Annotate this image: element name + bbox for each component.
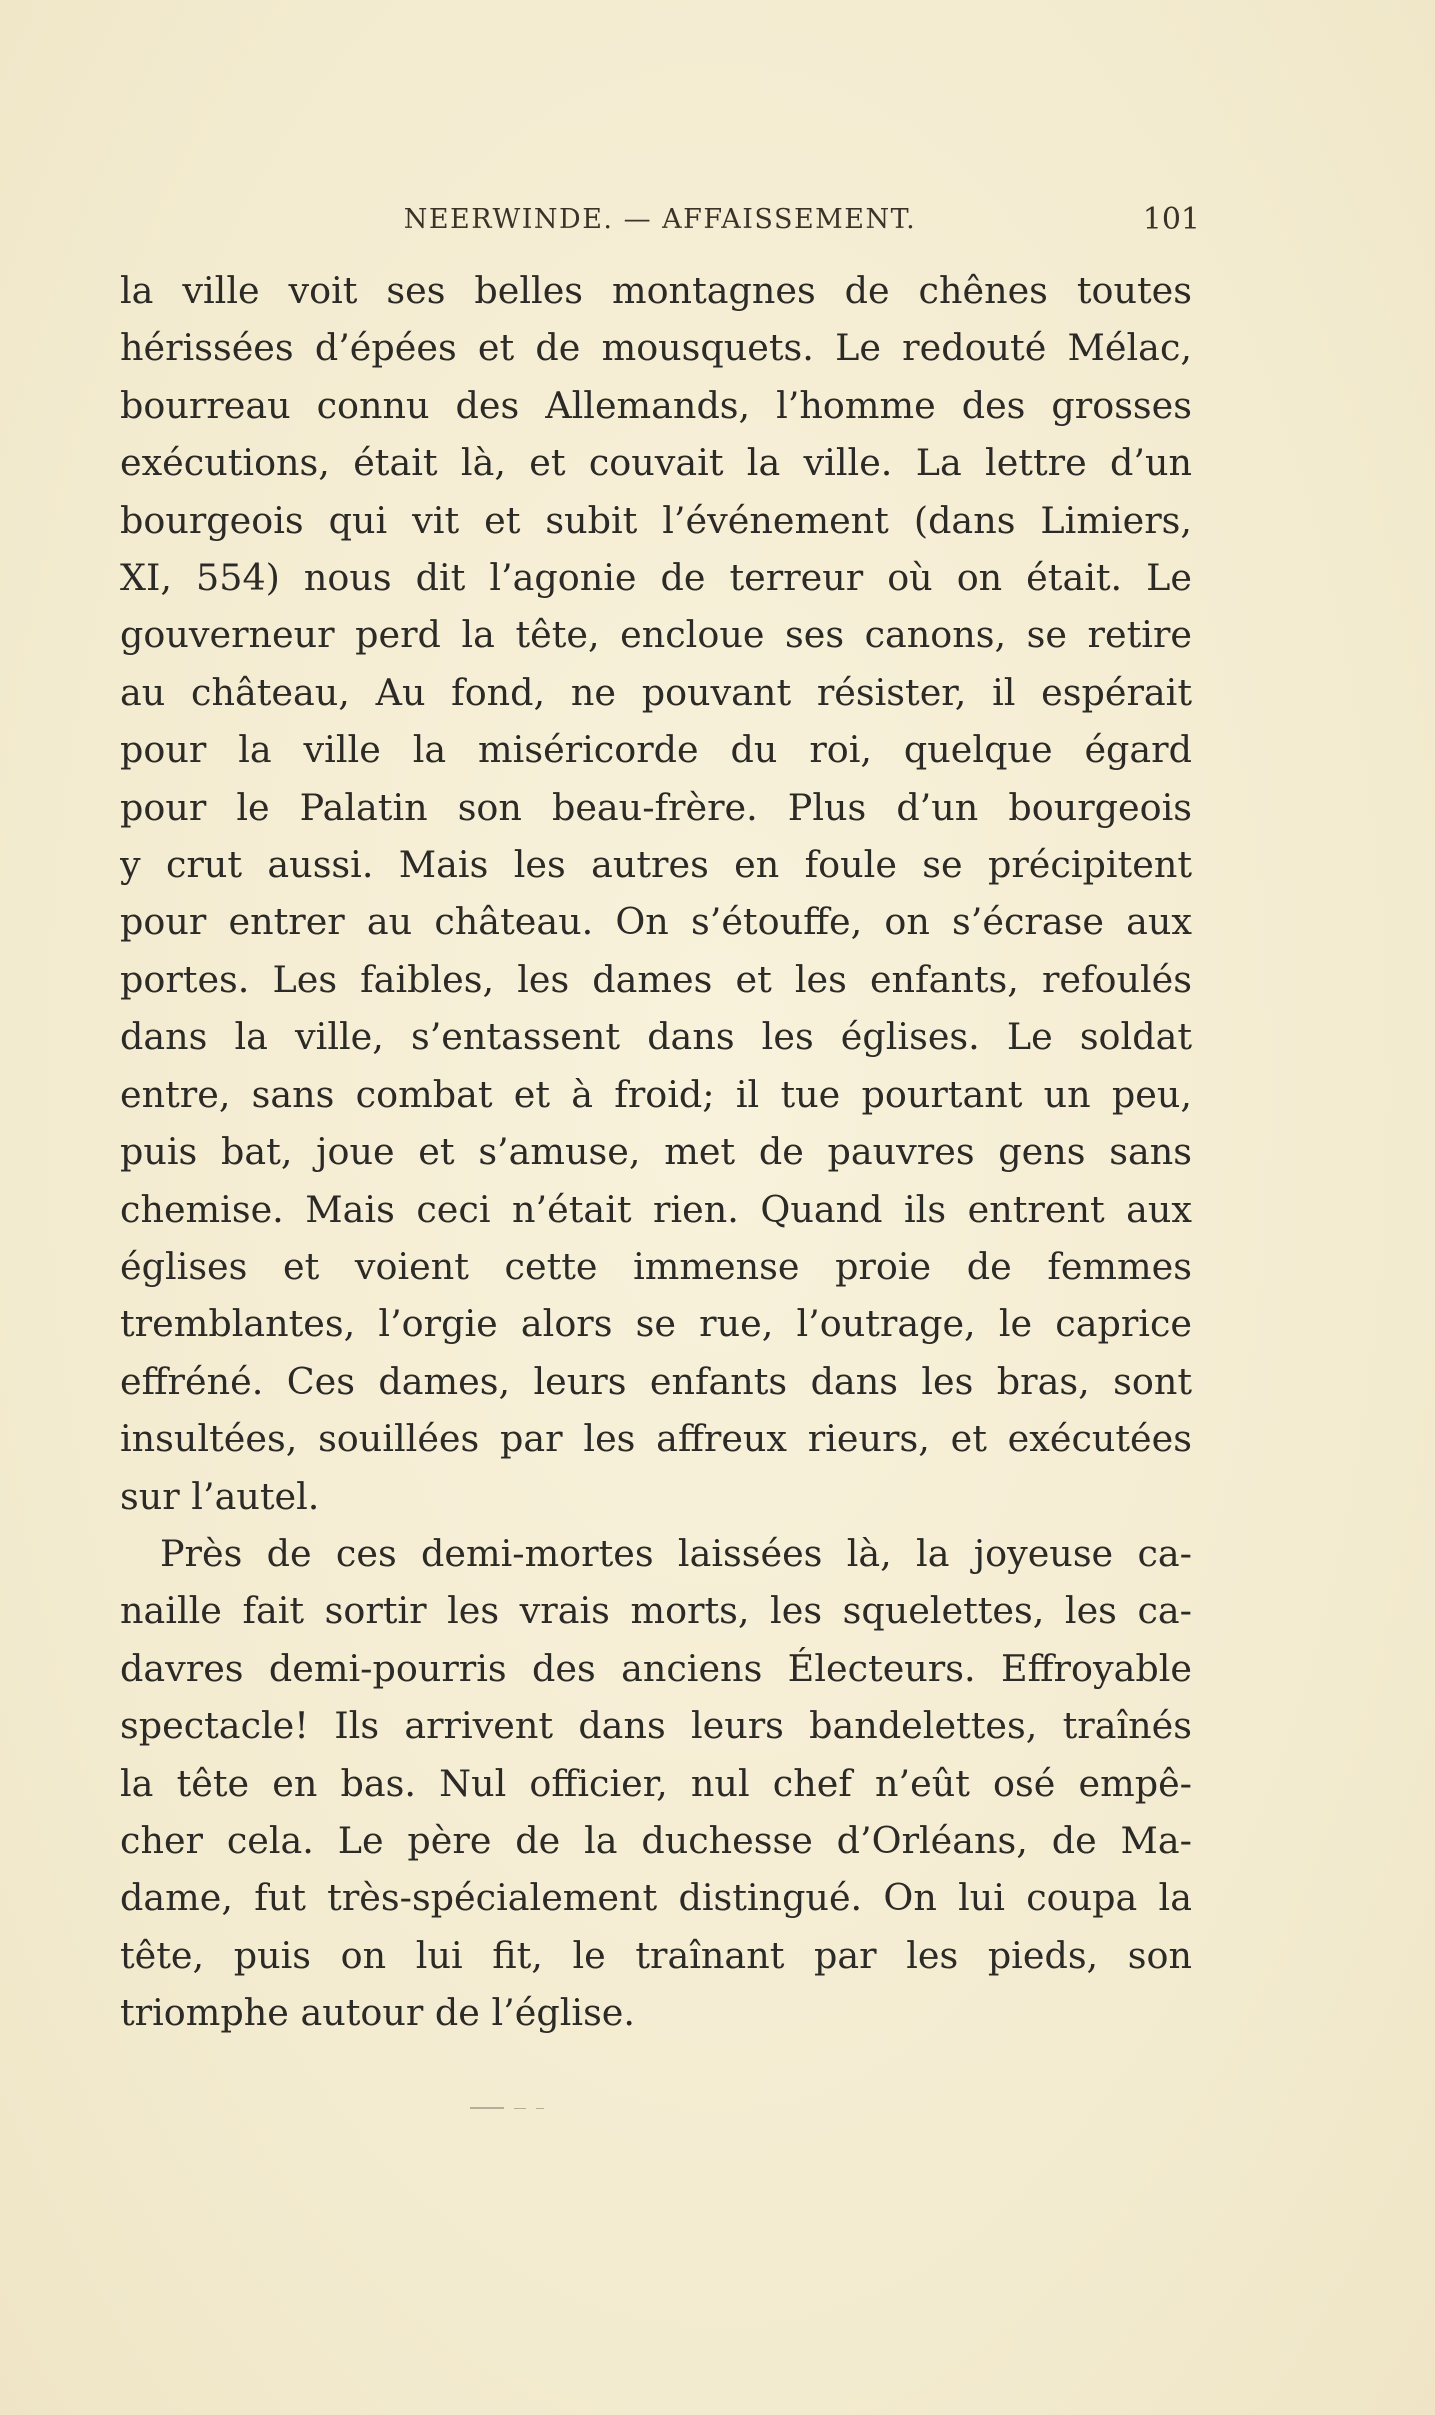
text-line: églises et voient cette immense proie de femmes xyxy=(120,1244,1192,1288)
text-line: pour entrer au château. On s’étouffe, on s’écrase aux xyxy=(120,900,1192,944)
text-line: davres demi-pourris des anciens Électeurs. Effroyable xyxy=(120,1646,1192,1690)
text-line: pour la ville la miséricorde du roi, quelque égard xyxy=(120,728,1192,772)
text-line: sur l’autel. xyxy=(120,1474,320,1518)
text-line: la ville voit ses belles montagnes de chênes toutes xyxy=(120,269,1192,312)
text-line: triomphe autour de l’église. xyxy=(120,1991,636,2035)
text-line: hérissées d’épées et de mousquets. Le redouté Mélac, xyxy=(120,326,1192,370)
text-line: dans la ville, s’entassent dans les églises. Le soldat xyxy=(120,1015,1192,1059)
text-line: XI, 554) nous dit l’agonie de terreur où on était. Le xyxy=(120,556,1192,600)
text-line: entre, sans combat et à froid; il tue pourtant un peu, xyxy=(120,1072,1192,1116)
body-text xyxy=(120,262,1192,2042)
text-line: exécutions, était là, et couvait la ville. La lettre d’un xyxy=(120,441,1192,485)
text-line: bourreau connu des Allemands, l’homme des grosses xyxy=(120,383,1192,427)
text-line: au château, Au fond, ne pouvant résister, il espérait xyxy=(120,670,1192,714)
text-line: bourgeois qui vit et subit l’événement (dans Limiers, xyxy=(120,498,1192,542)
page-header xyxy=(120,200,1200,250)
running-head: NEERWINDE. — AFFAISSEMENT. xyxy=(403,204,917,235)
text-line: gouverneur perd la tête, encloue ses canons, se retire xyxy=(120,613,1192,657)
text-line: cher cela. Le père de la duchesse d’Orléans, de Ma- xyxy=(120,1818,1192,1862)
ink-smudge xyxy=(470,2097,620,2103)
text-line: puis bat, joue et s’amuse, met de pauvres gens sans xyxy=(120,1130,1192,1174)
text-line: naille fait sortir les vrais morts, les squelettes, les ca- xyxy=(120,1589,1192,1633)
text-line: spectacle! Ils arrivent dans leurs bandelettes, traînés xyxy=(120,1704,1192,1748)
text-line: pour le Palatin son beau-frère. Plus d’un bourgeois xyxy=(120,785,1192,829)
text-line: tremblantes, l’orgie alors se rue, l’outrage, le caprice xyxy=(120,1302,1192,1346)
paragraph-2 xyxy=(120,1525,1192,2042)
text-line: portes. Les faibles, les dames et les enfants, refoulés xyxy=(120,957,1192,1001)
text-line: y crut aussi. Mais les autres en foule se précipitent xyxy=(120,843,1192,887)
text-line: dame, fut très-spécialement distingué. On lui coupa la xyxy=(120,1876,1192,1920)
paragraph-1 xyxy=(120,262,1192,1525)
text-line: effréné. Ces dames, leurs enfants dans les bras, sont xyxy=(120,1359,1192,1403)
text-line: Près de ces demi-mortes laissées là, la joyeuse ca- xyxy=(160,1531,1192,1575)
text-line: tête, puis on lui fit, le traînant par les pieds, son xyxy=(120,1933,1192,1977)
page-number: 101 xyxy=(1142,202,1200,237)
text-line: chemise. Mais ceci n’était rien. Quand ils entrent aux xyxy=(120,1187,1192,1231)
text-line: insultées, souillées par les affreux rieurs, et exécutées xyxy=(120,1417,1192,1461)
text-line: la tête en bas. Nul officier, nul chef n’eût osé empê- xyxy=(120,1761,1192,1805)
